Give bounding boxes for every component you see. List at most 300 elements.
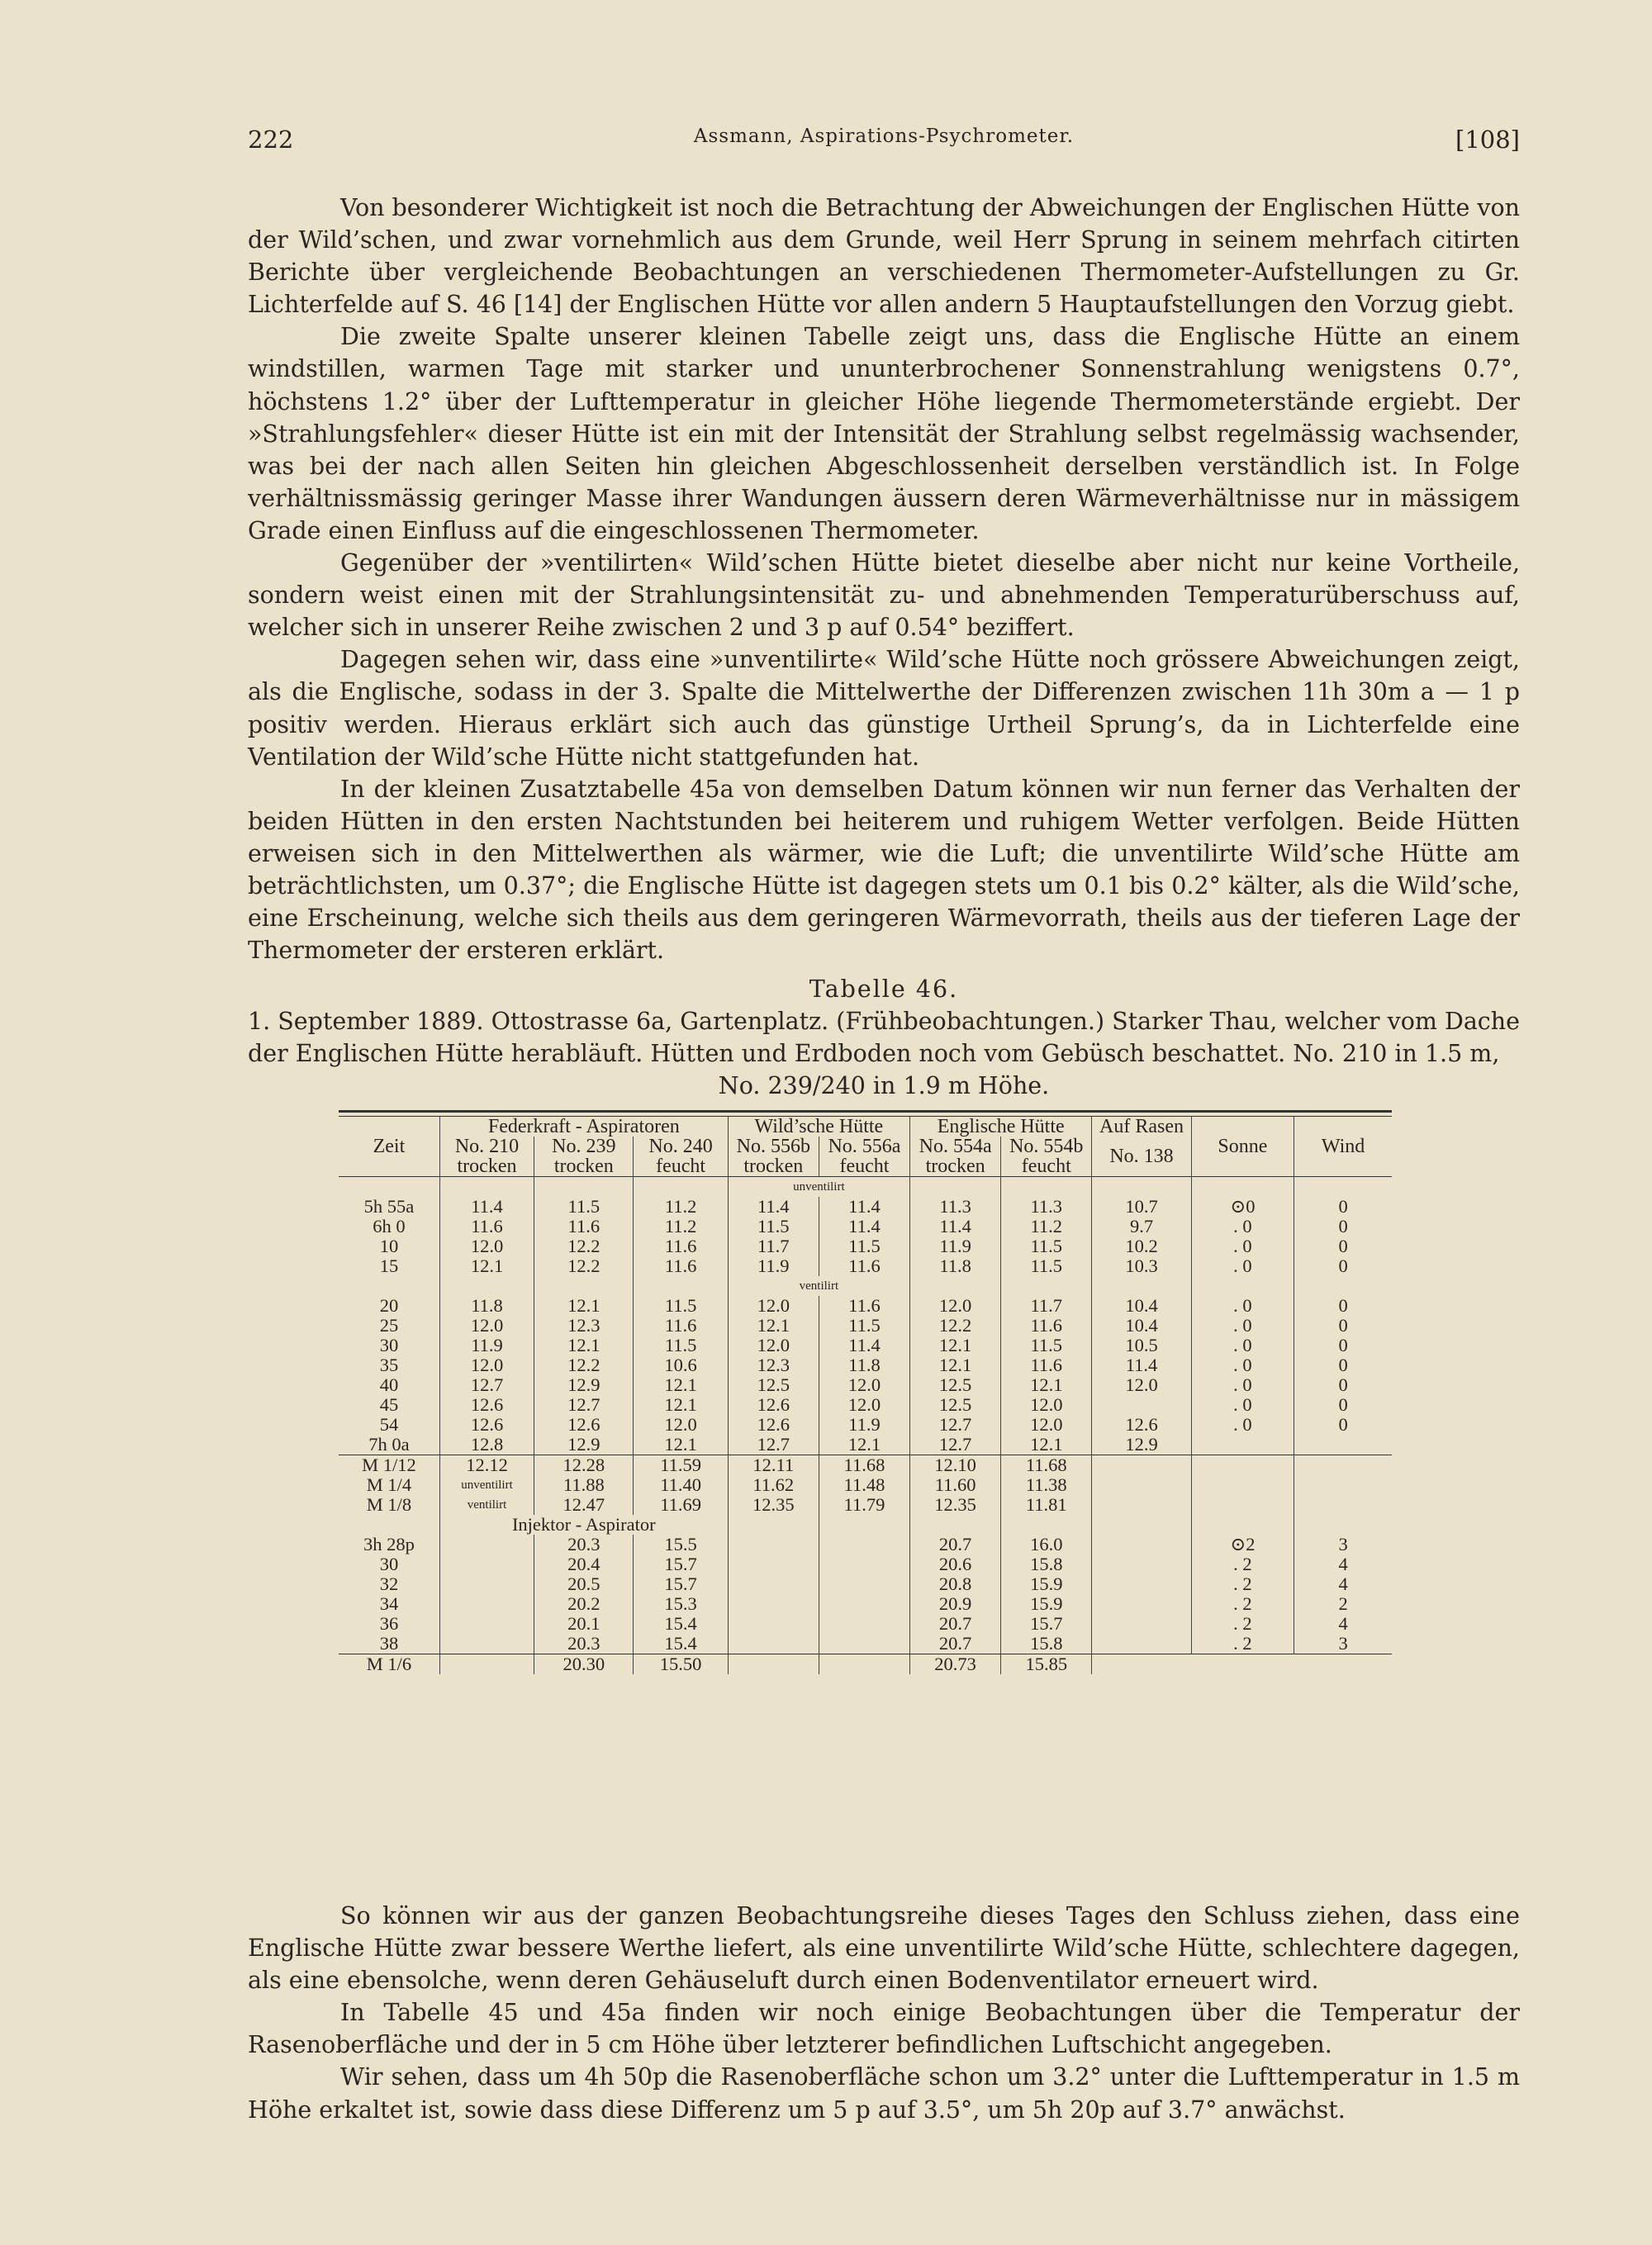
table-cell: 11.62 [728,1475,819,1495]
table-row [339,1535,1392,1554]
table-cell: 11.4 [910,1217,1001,1236]
table-cell: 11.9 [819,1415,909,1435]
sub-trocken: trocken [910,1156,1001,1177]
empty-cell [1092,1554,1191,1574]
table-cell: 12.7 [534,1395,634,1415]
table-cell: 12.10 [910,1455,1001,1476]
empty-cell [728,1634,819,1654]
empty-cell [1092,1475,1191,1495]
table-injektor-mean [339,1654,1392,1675]
table-cell: 11.59 [634,1455,728,1476]
table-cell: 11.3 [1001,1197,1092,1217]
table-cell: 11.6 [819,1296,909,1316]
empty-cell [819,1634,909,1654]
paragraph: Dagegen sehen wir, dass eine »unventilirte« Wild’sche Hütte noch grössere Abweichungen zeigt, als die Englische, sodass in der 3. Spalte die Mittelwerthe der Differenzen zwischen 11h 30m a — 1 p positiv werden. Hieraus erklärt sich auch das günstige Urtheil Sprung’s, da in Lichterfelde eine Ventilation der Wild’sche Hütte nicht stattgefunden hat. [248,646,1520,771]
table-cell: 11.6 [1001,1355,1092,1375]
table-row [339,1594,1392,1614]
time-cell: 10 [379,1236,399,1256]
table-cell: 11.9 [728,1256,819,1276]
page-number: 222 [248,126,294,154]
table-cell: 20.30 [534,1654,634,1675]
table-cell: . 2 [1191,1554,1294,1574]
table-cell: 9.7 [1092,1217,1191,1236]
time-cell: 30 [379,1554,399,1574]
time-cell: 7h 0a [368,1434,410,1455]
sub-feucht: feucht [634,1156,728,1177]
table-cell: 11.69 [634,1495,728,1515]
table-row [339,1256,1392,1276]
empty-cell [728,1574,819,1594]
time-cell: 38 [379,1633,399,1654]
empty-cell [439,1654,534,1675]
table-row [339,1554,1392,1574]
table-cell: 11.4 [819,1197,909,1217]
table-cell: . 0 [1191,1336,1294,1355]
table-cell: 20.7 [910,1614,1001,1634]
table-cell: 11.4 [728,1197,819,1217]
mean-label: M 1/12 [362,1455,416,1475]
table-cell: 12.0 [728,1296,819,1316]
table-cell: 20.5 [534,1574,634,1594]
data-table [339,1117,1392,1674]
empty-cell [1092,1634,1191,1654]
table-cell: 3 [1294,1634,1392,1654]
table-cell: 12.0 [634,1415,728,1435]
table-cell: 11.60 [910,1475,1001,1495]
table-cell: 12.3 [728,1355,819,1375]
table-cell: 12.35 [728,1495,819,1515]
time-cell: 20 [379,1295,399,1316]
table-cell: . 0 [1191,1296,1294,1316]
sub-feucht: feucht [819,1156,909,1177]
table-cell: 10.2 [1092,1236,1191,1256]
table-cell: 11.2 [1001,1217,1092,1236]
header-no239: No. 239 [534,1137,634,1156]
table-cell: 15.9 [1001,1574,1092,1594]
empty-cell [819,1594,909,1614]
table-cell: 10.6 [634,1355,728,1375]
header-no556a: No. 556a [819,1137,909,1156]
table-cell: 12.1 [534,1296,634,1316]
table-cell: . 0 [1191,1415,1294,1435]
mean-row [339,1654,1392,1675]
empty-cell [728,1614,819,1634]
table-cell: 11.4 [819,1336,909,1355]
sub-trocken: trocken [439,1156,534,1177]
table-cell: 20.7 [910,1535,1001,1554]
table-cell: 11.6 [534,1217,634,1236]
table-cell: 11.5 [1001,1256,1092,1276]
empty-cell [439,1535,534,1554]
table-cell: 12.2 [534,1355,634,1375]
header-no240: No. 240 [634,1137,728,1156]
table-cell: . 2 [1191,1614,1294,1634]
table-cell: 11.6 [634,1236,728,1256]
table-cell: 11.88 [534,1475,634,1495]
table-cell: 12.9 [534,1435,634,1455]
table-cell: 11.68 [819,1455,909,1476]
table-row [339,1634,1392,1654]
table-cell: ⊙2 [1191,1535,1294,1554]
table-cell: ventilirt [439,1495,534,1515]
table-injektor [339,1535,1392,1654]
empty-cell [1092,1535,1191,1554]
paragraph: Wir sehen, dass um 4h 50p die Rasenoberfläche schon um 3.2° unter die Lufttemperatur in 1.5 m Höhe erkaltet ist, sowie dass diese Differenz um 5 p auf 3.5°, um 5h 20p auf 3.7° anwächst. [248,2063,1520,2124]
table-cell [1092,1395,1191,1415]
table-cell: 11.5 [1001,1236,1092,1256]
table-cell: 11.9 [439,1336,534,1355]
table-cell: 12.9 [1092,1435,1191,1455]
table-cell: 0 [1294,1375,1392,1395]
table-cell: 11.2 [634,1217,728,1236]
table-cell: 12.6 [728,1415,819,1435]
empty-cell [439,1614,534,1634]
table-cell: 4 [1294,1614,1392,1634]
table-cell: 12.0 [1001,1415,1092,1435]
label-ventilirt: ventilirt [728,1276,909,1296]
table-cell: 11.5 [634,1336,728,1355]
table-cell: 15.4 [634,1614,728,1634]
table-cell: 12.1 [439,1256,534,1276]
table-cell: 0 [1294,1316,1392,1336]
table-cell: 0 [1294,1236,1392,1256]
table-cell: 0 [1294,1415,1392,1435]
table-cell: 11.6 [819,1256,909,1276]
header-no554b: No. 554b [1001,1137,1092,1156]
time-cell: 35 [379,1355,399,1375]
paragraph: Gegenüber der »ventilirten« Wild’schen Hütte bietet dieselbe aber nicht nur keine Vortheile, sondern weist einen mit der Strahlungsintensität zu- und abnehmenden Temperaturüberschuss auf, welcher sich in unserer Reihe zwischen 2 und 3 p auf 0.54° beziffert. [248,549,1520,642]
table-cell: 20.3 [534,1535,634,1554]
table-cell: 11.79 [819,1495,909,1515]
table-cell: 12.0 [439,1316,534,1336]
table-cell [1294,1435,1392,1455]
time-cell: 15 [379,1255,399,1276]
empty-cell [819,1535,909,1554]
table-cell: 15.8 [1001,1634,1092,1654]
table-cell: 11.5 [534,1197,634,1217]
table-cell: 12.1 [634,1435,728,1455]
table-cell: 11.6 [634,1256,728,1276]
table-cell: 16.0 [1001,1535,1092,1554]
table-row [339,1217,1392,1236]
header-englische: Englische Hütte [910,1117,1092,1137]
table-cell: 0 [1294,1336,1392,1355]
table-cell: 11.2 [634,1197,728,1217]
empty-cell [439,1574,534,1594]
time-cell: 36 [379,1613,399,1634]
table-cell: 12.6 [1092,1415,1191,1435]
table-cell: 10.4 [1092,1296,1191,1316]
table-row [339,1375,1392,1395]
time-cell: 54 [379,1414,399,1435]
table-cell: . 0 [1191,1217,1294,1236]
table-cell: 11.4 [1092,1355,1191,1375]
table-section-b [339,1296,1392,1455]
table-cell: ⊙0 [1191,1197,1294,1217]
time-cell: 3h 28p [363,1534,415,1554]
empty-cell [1092,1495,1191,1515]
table-cell: 12.5 [728,1375,819,1395]
table-cell [1191,1435,1294,1455]
table-cell: 12.0 [819,1375,909,1395]
table-cell: . 0 [1191,1316,1294,1336]
table-cell: 11.6 [439,1217,534,1236]
table-cell: 20.4 [534,1554,634,1574]
table-description-cont: No. 239/240 in 1.9 m Höhe. [718,1072,1050,1099]
table-46 [339,1110,1392,1674]
table-row [339,1336,1392,1355]
header-aufrasen: Auf Rasen [1092,1117,1191,1137]
table-cell: 12.0 [439,1355,534,1375]
table-cell: 10.4 [1092,1316,1191,1336]
table-cell: 10.3 [1092,1256,1191,1276]
running-title: Assmann, Aspirations-Psychrometer. [693,126,1075,147]
table-cell: 12.12 [439,1455,534,1476]
table-cell: unventilirt [439,1475,534,1495]
table-cell: 20.9 [910,1594,1001,1614]
table-cell: 11.38 [1001,1475,1092,1495]
empty-cell [819,1654,909,1675]
header-wind: Wind [1294,1117,1392,1177]
table-cell: 11.4 [819,1217,909,1236]
table-cell: 12.7 [439,1375,534,1395]
table-cell: 11.9 [910,1236,1001,1256]
table-cell: 12.0 [728,1336,819,1355]
table-cell: 11.40 [634,1475,728,1495]
table-cell: 12.1 [1001,1375,1092,1395]
table-cell: 12.6 [534,1415,634,1435]
page-header [248,126,1520,162]
label-unventilirt: unventilirt [728,1177,909,1198]
table-cell: 12.1 [1001,1435,1092,1455]
paragraph: Die zweite Spalte unserer kleinen Tabelle zeigt uns, dass die Englische Hütte an einem windstillen, warmen Tage mit starker und ununterbrochener Sonnenstrahlung wenigstens 0.7°, höchstens 1.2° über der Lufttemperatur in gleicher Höhe liegende Thermometerstände ergiebt. Der »Strahlungsfehler« dieser Hütte ist ein mit der Intensität der Strahlung selbst regelmässig wachsender, was bei der nach allen Seiten hin gleichen Abgeschlossenheit derselben verständlich ist. In Folge verhältnissmässig geringer Masse ihrer Wandungen äussern deren Wärmeverhältnisse nur in mässigem Grade einen Einfluss auf die eingeschlossenen Thermometer. [248,323,1520,544]
empty-cell [439,1554,534,1574]
table-row [339,1355,1392,1375]
table-row [339,1316,1392,1336]
table-cell: 11.6 [634,1316,728,1336]
paragraph: In der kleinen Zusatztabelle 45a von demselben Datum können wir nun ferner das Verhalten der beiden Hütten in den ersten Nachtstunden bei heiterem und ruhigem Wetter verfolgen. Beide Hütten erweisen sich in den Mittelwerthen als wärmer, wie die Luft; die unventilirte Wild’sche Hütte am beträchtlichsten, um 0.37°; die Englische Hütte ist dagegen stets um 0.1 bis 0.2° kälter, als die Wild’sche, eine Erscheinung, welche sich theils aus dem geringeren Wärmevorrath, theils aus der tieferen Lage der Thermometer der ersteren erklärt. [248,775,1520,965]
table-cell: 20.73 [910,1654,1001,1675]
table-cell: 11.3 [910,1197,1001,1217]
empty-cell [1092,1614,1191,1634]
table-cell: 12.1 [910,1336,1001,1355]
table-cell: 12.5 [910,1395,1001,1415]
table-cell: 11.5 [634,1296,728,1316]
table-cell: 12.0 [439,1236,534,1256]
table-cell: 15.5 [634,1535,728,1554]
empty-cell [728,1554,819,1574]
table-cell: 12.3 [534,1316,634,1336]
table-cell: 11.7 [1001,1296,1092,1316]
empty-cell [1191,1455,1294,1476]
table-cell: 12.2 [534,1256,634,1276]
table-cell: 11.5 [819,1316,909,1336]
header-no554a: No. 554a [910,1137,1001,1156]
sub-trocken: trocken [534,1156,634,1177]
empty-cell [728,1535,819,1554]
table-cell: 10.5 [1092,1336,1191,1355]
table-cell: 12.1 [534,1336,634,1355]
table-row [339,1435,1392,1455]
header-no210: No. 210 [439,1137,534,1156]
header-zeit: Zeit [373,1136,406,1157]
header-sonne: Sonne [1191,1117,1294,1177]
body-text [248,192,1520,966]
table-cell: 10.7 [1092,1197,1191,1217]
table-cell: 15.4 [634,1634,728,1654]
table-cell: 20.8 [910,1574,1001,1594]
mean-row [339,1455,1392,1476]
empty-cell [1191,1475,1294,1495]
empty-cell [439,1634,534,1654]
time-cell: 32 [379,1573,399,1594]
table-cell: 0 [1294,1355,1392,1375]
table-cell: 12.0 [819,1395,909,1415]
table-cell: 3 [1294,1535,1392,1554]
table-cell: 12.7 [910,1435,1001,1455]
empty-cell [1092,1594,1191,1614]
empty-cell [1191,1495,1294,1515]
table-cell: . 0 [1191,1395,1294,1415]
table-caption [248,973,1520,1102]
table-cell: 12.6 [728,1395,819,1415]
table-cell: 12.0 [910,1296,1001,1316]
table-cell: 15.50 [634,1654,728,1675]
time-cell: 25 [379,1315,399,1336]
header-no138: No. 138 [1092,1137,1191,1177]
table-cell: 12.28 [534,1455,634,1476]
mean-label: M 1/4 [366,1474,412,1495]
table-cell: 12.1 [634,1375,728,1395]
table-cell: 11.81 [1001,1495,1092,1515]
table-cell: 12.0 [1001,1395,1092,1415]
table-row [339,1574,1392,1594]
table-row [339,1236,1392,1256]
table-row [339,1197,1392,1217]
table-cell: 4 [1294,1554,1392,1574]
table-cell: 11.8 [819,1355,909,1375]
mean-row [339,1495,1392,1515]
mean-label: M 1/8 [366,1494,412,1515]
time-cell: 45 [379,1394,399,1415]
table-cell: 11.48 [819,1475,909,1495]
table-cell: 11.5 [728,1217,819,1236]
table-cell: . 2 [1191,1594,1294,1614]
table-cell: 11.4 [439,1197,534,1217]
table-cell: 0 [1294,1197,1392,1217]
table-cell: 11.8 [910,1256,1001,1276]
table-cell: 12.5 [910,1375,1001,1395]
time-cell: 5h 55a [363,1196,415,1217]
table-cell: 4 [1294,1574,1392,1594]
table-cell: 11.8 [439,1296,534,1316]
table-cell: 15.3 [634,1594,728,1614]
table-cell: 12.47 [534,1495,634,1515]
time-cell: 30 [379,1335,399,1355]
paragraph: Von besonderer Wichtigkeit ist noch die Betrachtung der Abweichungen der Englischen Hütte von der Wild’schen, und zwar vornehmlich aus dem Grunde, weil Herr Sprung in seinem mehrfach citirten Berichte über vergleichende Beobachtungen an verschiedenen Thermometer-Aufstellungen zu Gr. Lichterfelde auf S. 46 [14] der Englischen Hütte vor allen andern 5 Hauptaufstellungen den Vorzug giebt. [248,194,1520,319]
table-cell: 12.6 [439,1395,534,1415]
time-cell: 34 [379,1593,399,1614]
empty-cell [819,1554,909,1574]
table-cell: 12.7 [728,1435,819,1455]
empty-cell [1092,1574,1191,1594]
table-cell: 15.7 [634,1554,728,1574]
table-cell: 11.5 [819,1236,909,1256]
table-section-a [339,1197,1392,1276]
table-title: Tabelle 46. [809,975,959,1003]
table-cell: 2 [1294,1594,1392,1614]
table-cell: 15.85 [1001,1654,1092,1675]
footer-text [248,1900,1520,2126]
table-cell: . 0 [1191,1256,1294,1276]
table-row [339,1296,1392,1316]
empty-cell [1191,1654,1294,1675]
table-cell: . 0 [1191,1355,1294,1375]
table-cell: 12.2 [910,1316,1001,1336]
table-cell: 12.1 [819,1435,909,1455]
sub-feucht: feucht [1001,1156,1092,1177]
table-cell: . 2 [1191,1574,1294,1594]
table-cell: 0 [1294,1296,1392,1316]
table-row [339,1395,1392,1415]
table-cell: 15.9 [1001,1594,1092,1614]
table-cell: 12.1 [634,1395,728,1415]
table-cell: 12.1 [910,1355,1001,1375]
table-cell: 0 [1294,1395,1392,1415]
table-cell: 20.7 [910,1634,1001,1654]
table-cell: 15.7 [1001,1614,1092,1634]
header-wild: Wild’sche Hütte [728,1117,909,1137]
bracket-reference: [108] [1455,126,1520,154]
empty-cell [1092,1455,1191,1476]
table-cell: 15.7 [634,1574,728,1594]
table-cell: 0 [1294,1256,1392,1276]
table-cell: 12.9 [534,1375,634,1395]
table-cell: 20.2 [534,1594,634,1614]
table-cell: 12.6 [439,1415,534,1435]
table-cell: 11.7 [728,1236,819,1256]
table-cell: . 2 [1191,1634,1294,1654]
table-cell: 15.8 [1001,1554,1092,1574]
empty-cell [1294,1495,1392,1515]
mean-label: M 1/6 [366,1654,412,1674]
empty-cell [1294,1654,1392,1675]
table-cell: 20.3 [534,1634,634,1654]
table-cell: 12.11 [728,1455,819,1476]
mean-row [339,1475,1392,1495]
table-cell: 11.5 [1001,1336,1092,1355]
empty-cell [728,1594,819,1614]
header-federkraft: Federkraft - Aspiratoren [439,1117,728,1137]
table-cell: 12.2 [534,1236,634,1256]
paragraph: In Tabelle 45 und 45a finden wir noch einige Beobachtungen über die Temperatur der Rasenoberfläche und der in 5 cm Höhe über letzterer befindlichen Luftschicht angegeben. [248,1999,1520,2059]
empty-cell [1092,1654,1191,1675]
table-cell: 11.68 [1001,1455,1092,1476]
paragraph: So können wir aus der ganzen Beobachtungsreihe dieses Tages den Schluss ziehen, dass eine Englische Hütte zwar bessere Werthe liefert, als eine unventilirte Wild’sche Hütte, schlechtere dagegen, als eine ebensolche, wenn deren Gehäuseluft durch einen Bodenventilator erneuert wird. [248,1902,1520,1995]
empty-cell [1294,1455,1392,1476]
table-cell: 12.1 [728,1316,819,1336]
table-cell: 12.0 [1092,1375,1191,1395]
table-means [339,1455,1392,1516]
table-description: 1. September 1889. Ottostrasse 6a, Gartenplatz. (Frühbeobachtungen.) Starker Thau, welcher vom Dache der Englischen Hütte herabläuft. Hütten und Erdboden noch vom Gebüsch beschattet. No. 210 in 1.5 m, [248,1008,1520,1067]
header-no556b: No. 556b [728,1137,819,1156]
table-cell: . 0 [1191,1236,1294,1256]
empty-cell [1294,1475,1392,1495]
time-cell: 40 [379,1374,399,1395]
label-injektor: Injektor - Aspirator [439,1515,728,1535]
table-cell: . 0 [1191,1375,1294,1395]
empty-cell [819,1614,909,1634]
